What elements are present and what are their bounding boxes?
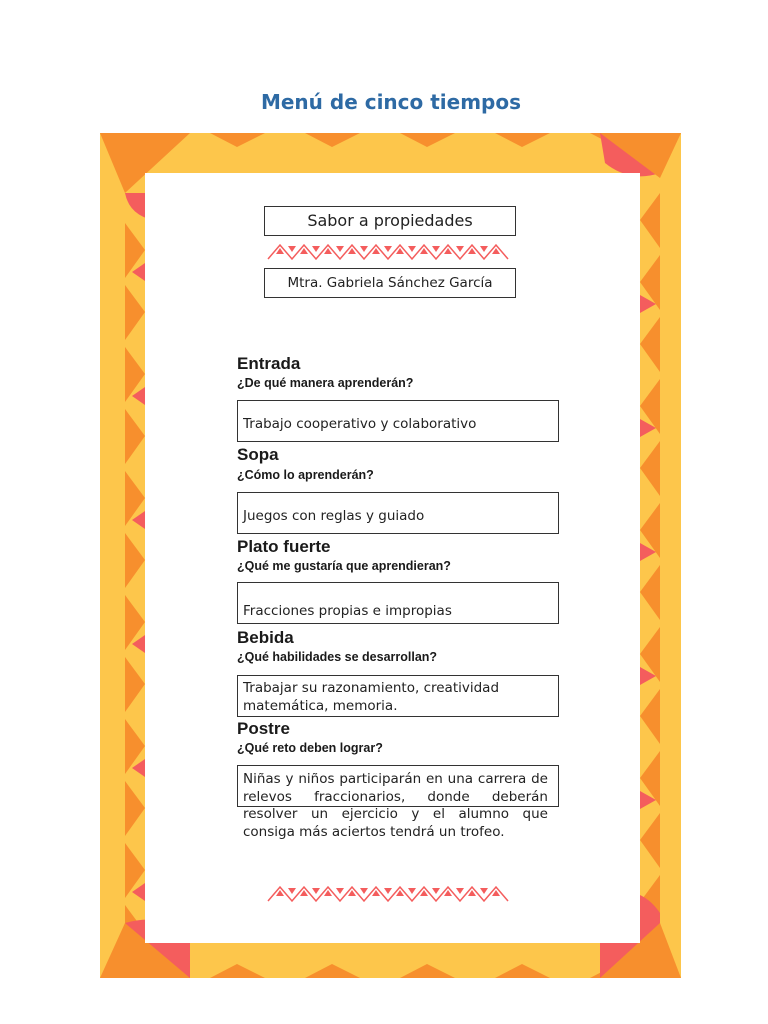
answer-text-plato-fuerte: Fracciones propias e impropias (243, 603, 452, 619)
section-title-entrada: Entrada (237, 354, 301, 373)
section-question-sopa: ¿Cómo lo aprenderán? (237, 468, 374, 482)
answer-text-postre: Niñas y niños participarán en una carrera de relevos fraccionarios, donde deberán resolver un ejercicio y el alumno que consiga más aciertos tendrá un trofeo. (243, 771, 548, 840)
section-question-plato-fuerte: ¿Qué me gustaría que aprendieran? (237, 559, 451, 573)
author-box: Mtra. Gabriela Sánchez García (264, 268, 516, 298)
zigzag-divider-icon (266, 882, 516, 906)
zigzag-divider-icon (266, 240, 516, 264)
answer-text-entrada: Trabajo cooperativo y colaborativo (243, 416, 477, 432)
section-title-postre: Postre (237, 719, 290, 738)
answer-text-bebida: Trabajar su razonamiento, creatividad matemática, memoria. (243, 680, 500, 714)
section-title-sopa: Sopa (237, 445, 279, 464)
section-question-entrada: ¿De qué manera aprenderán? (237, 376, 414, 390)
menu-name-box: Sabor a propiedades (264, 206, 516, 236)
section-title-bebida: Bebida (237, 628, 294, 647)
section-question-postre: ¿Qué reto deben lograr? (237, 741, 383, 755)
section-question-bebida: ¿Qué habilidades se desarrollan? (237, 650, 438, 664)
document-title: Menú de cinco tiempos (260, 90, 522, 114)
answer-text-sopa: Juegos con reglas y guiado (243, 508, 425, 524)
section-title-plato-fuerte: Plato fuerte (237, 537, 331, 556)
